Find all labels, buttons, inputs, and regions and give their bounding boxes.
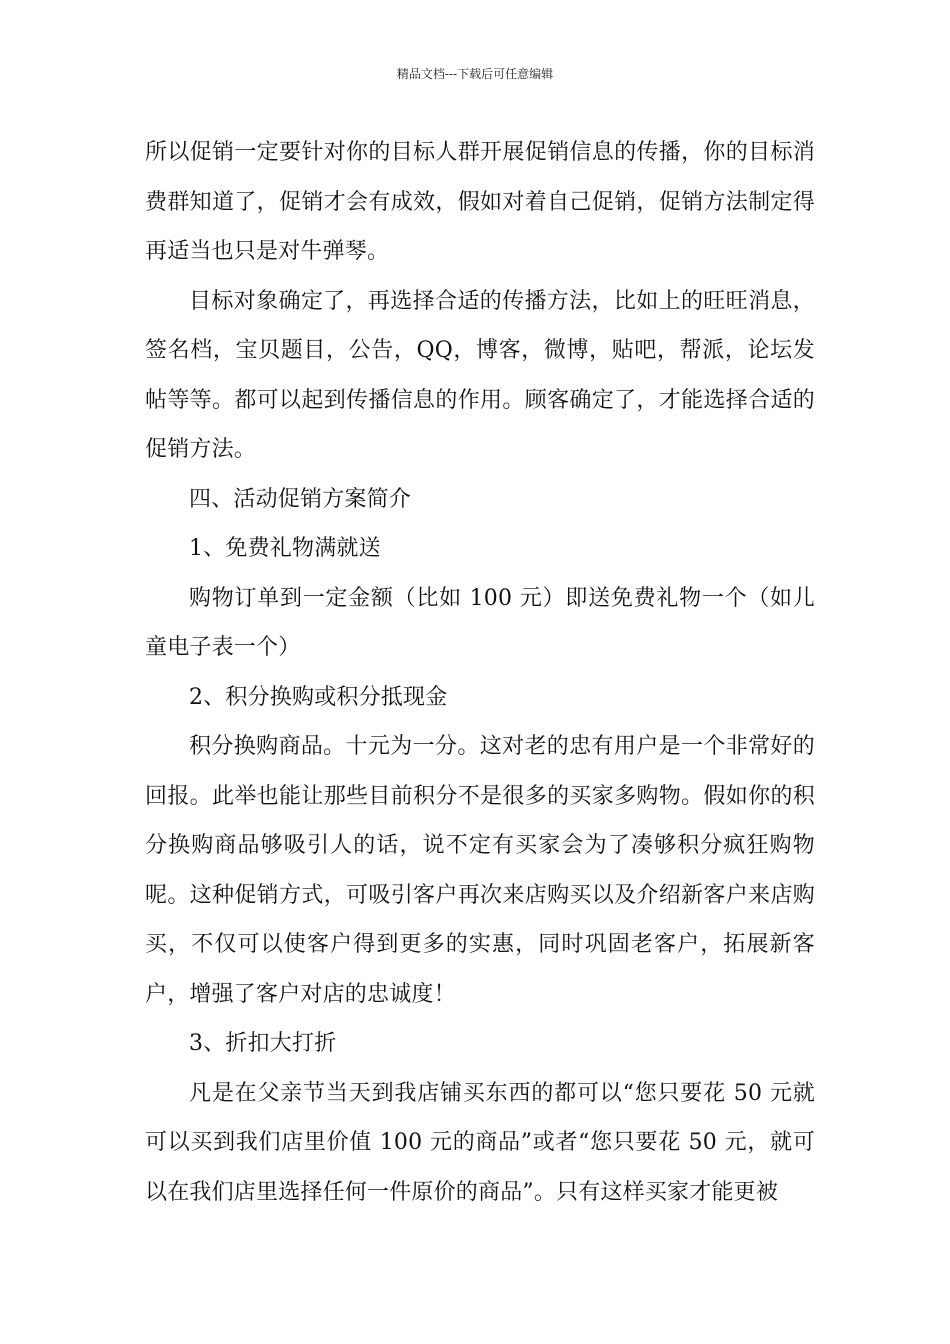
- document-body: [145, 128, 815, 1217]
- paragraph-discount: 凡是在父亲节当天到我店铺买东西的都可以“您只要花 50 元就可以买到我们店里价值 100 元的商品”或者“您只要花 50 元，就可以在我们店里选择任何一件原价的商品”。只有这样买家才能更被: [145, 1080, 815, 1205]
- paragraph-free-gift: 购物订单到一定金额（比如 100 元）即送免费礼物一个（如儿童电子表一个）: [145, 585, 815, 660]
- subheading-discount: 3、折扣大打折: [189, 1031, 337, 1056]
- section-heading-activity-plan: 四、活动促销方案简介: [189, 486, 412, 512]
- page-header: 精品文档---下载后可任意编辑: [396, 67, 554, 81]
- paragraph-points-exchange: 积分换购商品。十元为一分。这对老的忠有用户是一个非常好的回报。此举也能让那些目前积分不是很多的买家多购物。假如你的积分换购商品够吸引人的话，说不定有买家会为了凑够积分疯狂购物呢。这种促销方式，可吸引客户再次来店购买以及介绍新客户来店购买，不仅可以使客户得到更多的实惠，同时巩固老客户，拓展新客户，增强了客户对店的忠诚度！: [145, 734, 815, 1007]
- paragraph-communication-methods: 目标对象确定了，再选择合适的传播方法，比如上的旺旺消息，签名档，宝贝题目，公告，QQ，博客，微博，贴吧，帮派，论坛发帖等等。都可以起到传播信息的作用。顾客确定了，才能选择合适的促销方法。: [145, 288, 815, 462]
- subheading-free-gift: 1、免费礼物满就送: [189, 536, 381, 561]
- subheading-points-exchange: 2、积分换购或积分抵现金: [189, 684, 448, 710]
- paragraph-promotion-targeting: 所以促销一定要针对你的目标人群开展促销信息的传播，你的目标消费群知道了，促销才会有成效，假如对着自己促销，促销方法制定得再适当也只是对牛弹琴。: [145, 140, 815, 264]
